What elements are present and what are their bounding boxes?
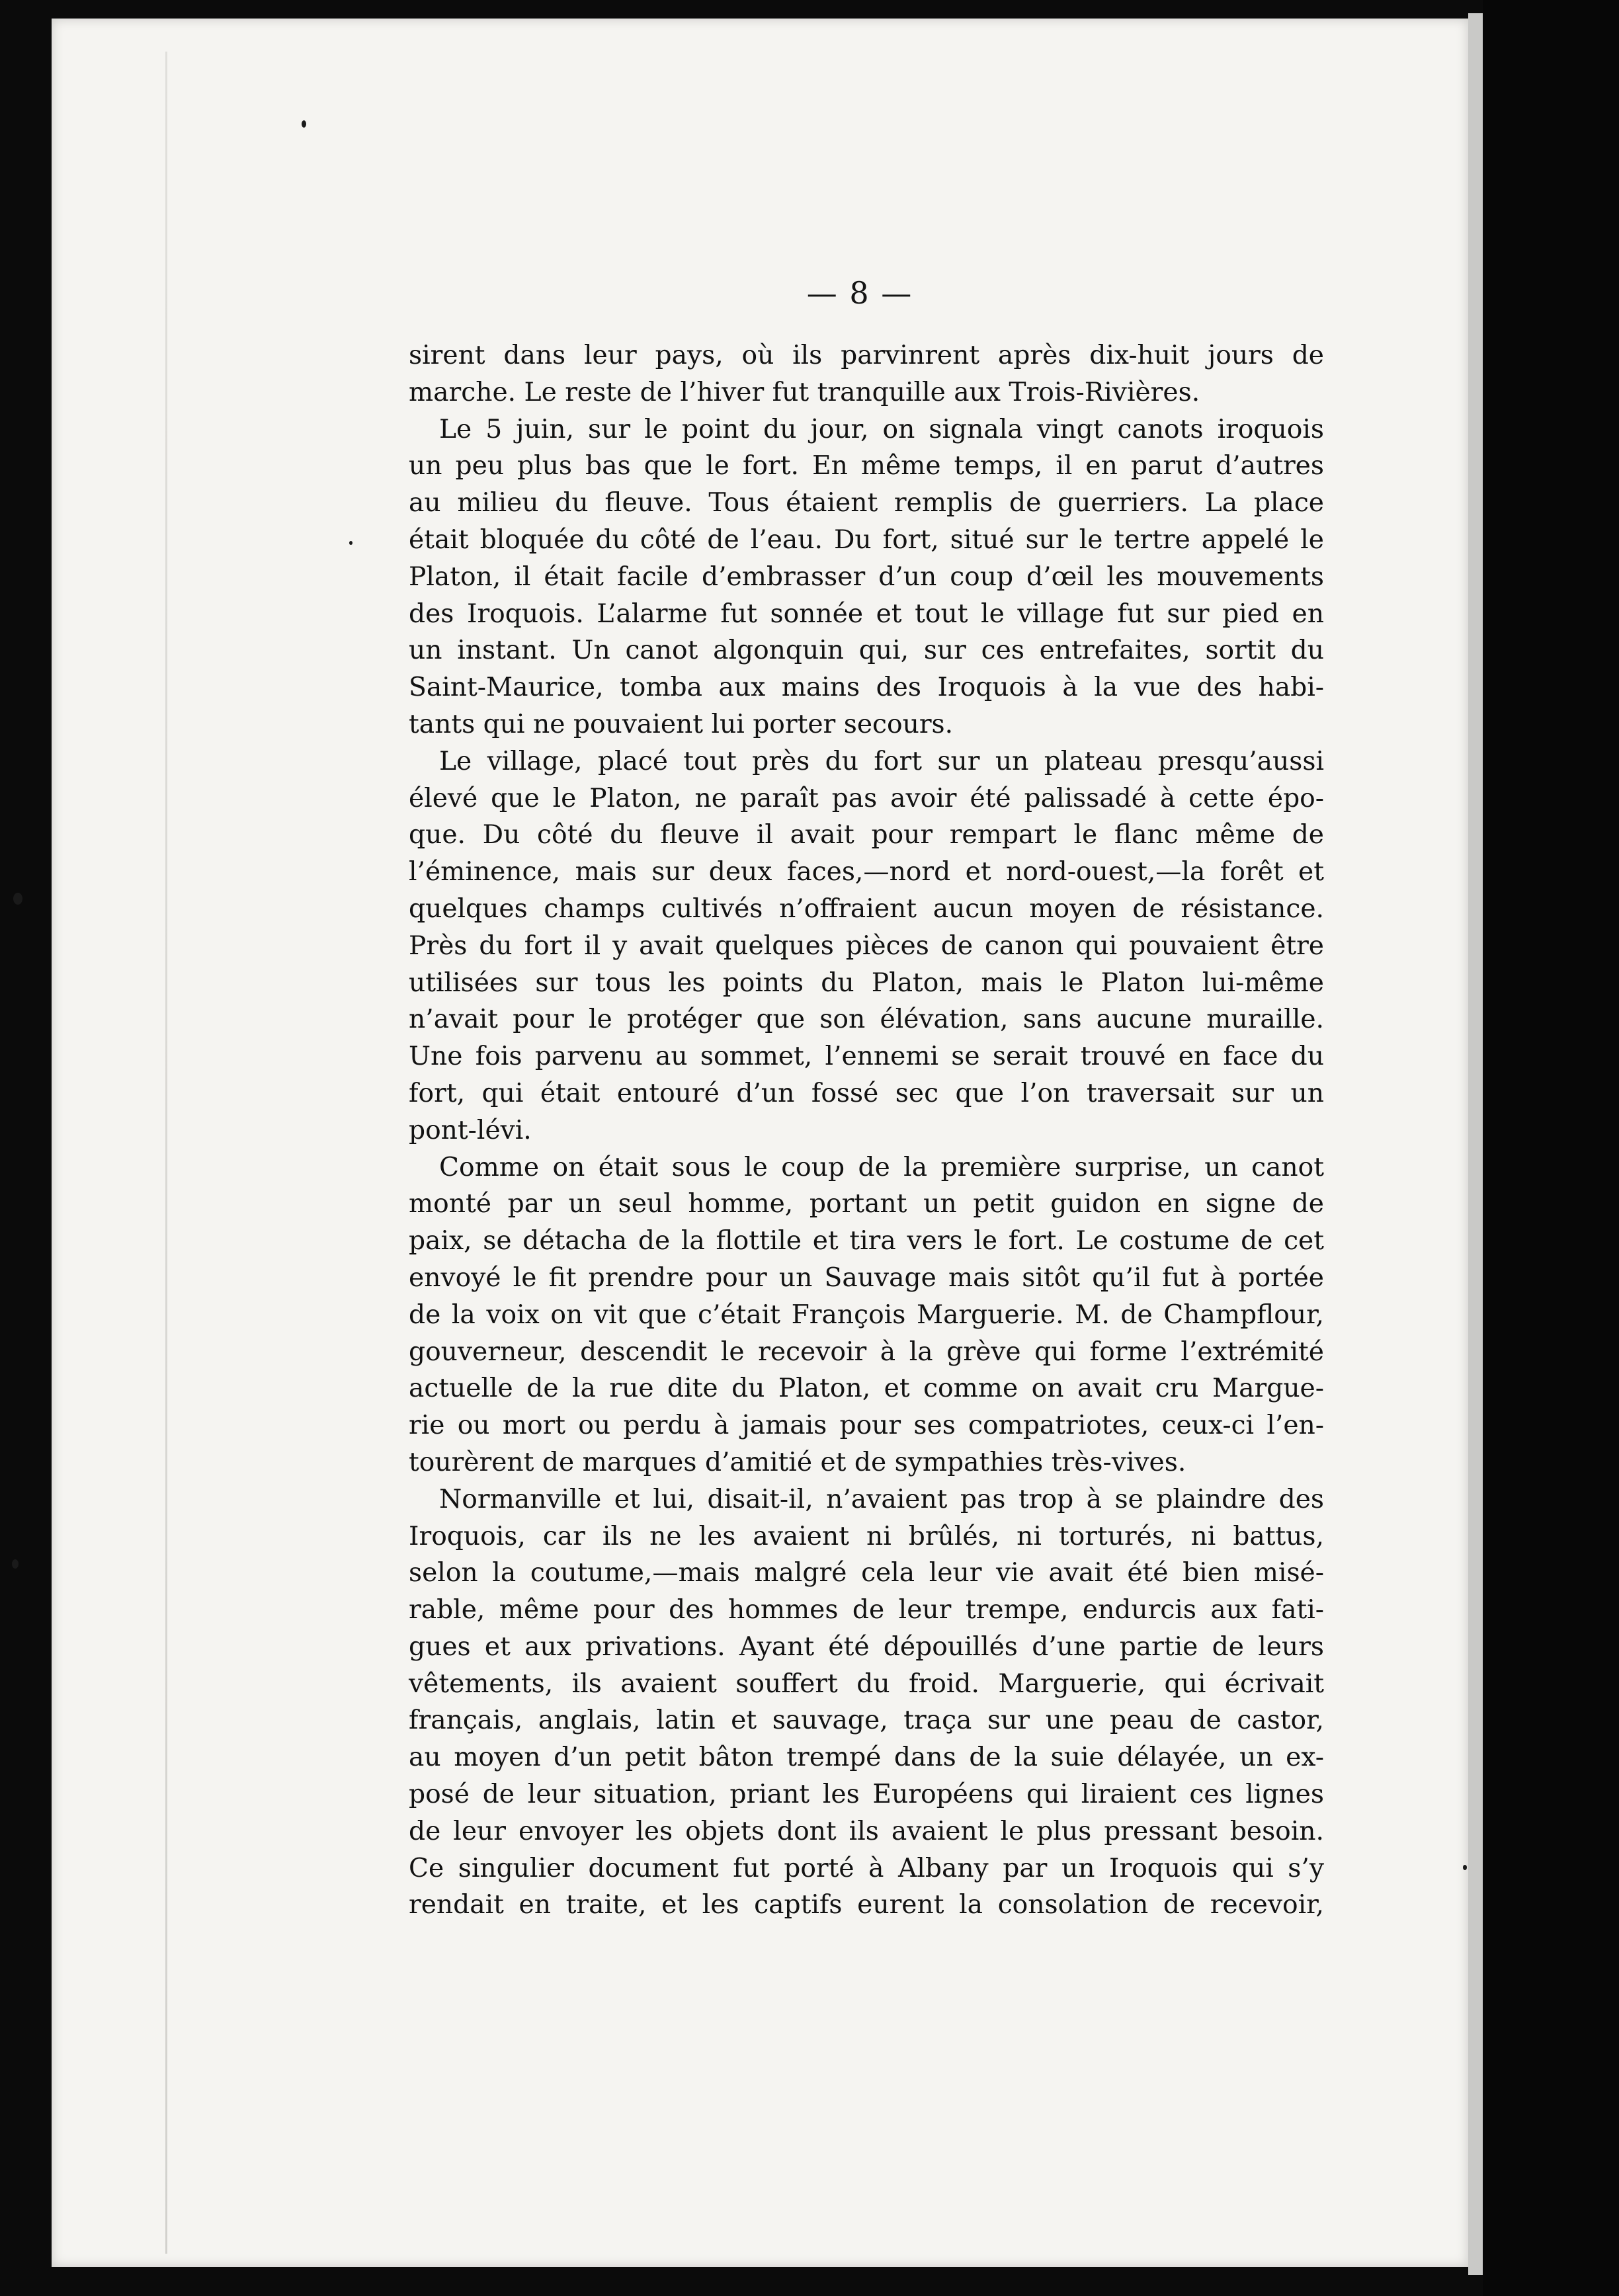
text-line: au milieu du fleuve. Tous étaient remplis de guerriers. La place (409, 488, 1324, 518)
ink-speck (349, 541, 353, 545)
ink-speck (13, 893, 22, 905)
text-line: Saint-Maurice, tomba aux mains des Iroquois à la vue des habi- (409, 673, 1324, 703)
text-line: que. Du côté du fleuve il avait pour rempart le flanc même de (409, 820, 1324, 850)
text-line: français, anglais, latin et sauvage, traça sur une peau de castor, (409, 1705, 1324, 1736)
text-line: quelques champs cultivés n’offraient aucun moyen de résistance. (409, 893, 1324, 924)
page-fold-shadow (165, 52, 167, 2254)
text-line: l’éminence, mais sur deux faces,—nord et nord-ouest,—la forêt et (409, 857, 1324, 887)
text-line: utilisées sur tous les points du Platon, mais le Platon lui-même (409, 967, 1324, 998)
text-line: était bloquée du côté de l’eau. Du fort, situé sur le tertre appelé le (409, 524, 1324, 555)
text-line: élevé que le Platon, ne paraît pas avoir été palissadé à cette épo- (409, 783, 1324, 813)
text-line: tants qui ne pouvaient lui porter secours. (409, 709, 954, 739)
text-line: Platon, il était facile d’embrasser d’un coup d’œil les mouvements (409, 561, 1324, 592)
text-line: marche. Le reste de l’hiver fut tranquille aux Trois-Rivières. (409, 377, 1200, 407)
text-line: rie ou mort ou perdu à jamais pour ses compatriotes, ceux-ci l’en- (409, 1411, 1324, 1441)
text-line: Iroquois, car ils ne les avaient ni brûlés, ni torturés, ni battus, (409, 1521, 1324, 1551)
text-line: Ce singulier document fut porté à Albany par un Iroquois qui s’y (409, 1853, 1324, 1883)
text-line: gouverneur, descendit le recevoir à la grève qui forme l’extrémité (409, 1336, 1324, 1367)
text-line: de leur envoyer les objets dont ils avaient le plus pressant besoin. (409, 1816, 1324, 1846)
text-line: paix, se détacha de la flottile et tira vers le fort. Le costume de cet (409, 1226, 1324, 1256)
text-line: fort, qui était entouré d’un fossé sec que l’on traversait sur un (409, 1078, 1324, 1108)
text-line: posé de leur situation, priant les Européens qui liraient ces lignes (409, 1780, 1324, 1810)
text-line: rendait en traite, et les captifs eurent la consolation de recevoir, (409, 1890, 1324, 1920)
text-line: selon la coutume,—mais malgré cela leur vie avait été bien misé- (409, 1558, 1324, 1588)
adjacent-page-edge (1468, 13, 1483, 2275)
text-line: n’avait pour le protéger que son élévation, sans aucune muraille. (409, 1004, 1324, 1035)
text-line: Le village, placé tout près du fort sur un plateau presqu’aussi (439, 746, 1324, 776)
text-line: un peu plus bas que le fort. En même temps, il en parut d’autres (409, 451, 1324, 481)
text-line: un instant. Un canot algonquin qui, sur ces entrefaites, sortit du (409, 636, 1324, 666)
text-line: des Iroquois. L’alarme fut sonnée et tout le village fut sur pied en (409, 598, 1324, 629)
text-line: au moyen d’un petit bâton trempé dans de la suie délayée, un ex- (409, 1742, 1324, 1773)
text-line: tourèrent de marques d’amitié et de sympathies très-vives. (409, 1447, 1186, 1477)
text-line: de la voix on vit que c’était François Marguerie. M. de Champflour, (409, 1299, 1324, 1330)
text-line: monté par un seul homme, portant un petit guidon en signe de (409, 1189, 1324, 1219)
text-line: rable, même pour des hommes de leur trempe, endurcis aux fati- (409, 1595, 1324, 1625)
text-line: gues et aux privations. Ayant été dépouillés d’une partie de leurs (409, 1631, 1324, 1662)
ink-speck (12, 1559, 19, 1569)
text-line: Normanville et lui, disait-il, n’avaient pas trop à se plaindre des (439, 1484, 1324, 1514)
scan-border-right (1483, 0, 1619, 2296)
body-text (409, 337, 1324, 1924)
text-line: actuelle de la rue dite du Platon, et comme on avait cru Margue- (409, 1374, 1324, 1404)
text-line: sirent dans leur pays, où ils parvinrent après dix-huit jours de (409, 341, 1324, 370)
text-line: envoyé le fit prendre pour un Sauvage mais sitôt qu’il fut à portée (409, 1262, 1324, 1293)
ink-speck (1463, 1865, 1467, 1870)
text-line: vêtements, ils avaient souffert du froid. Marguerie, qui écrivait (409, 1668, 1324, 1699)
ink-speck (302, 120, 306, 128)
text-line: pont-lévi. (409, 1115, 532, 1145)
text-line: Le 5 juin, sur le point du jour, on signala vingt canots iroquois (439, 414, 1324, 444)
page-number: — 8 — (806, 275, 913, 311)
text-line: Près du fort il y avait quelques pièces de canon qui pouvaient être (409, 930, 1324, 961)
text-line: Comme on était sous le coup de la première surprise, un canot (439, 1152, 1324, 1182)
text-line: Une fois parvenu au sommet, l’ennemi se serait trouvé en face du (409, 1042, 1324, 1072)
